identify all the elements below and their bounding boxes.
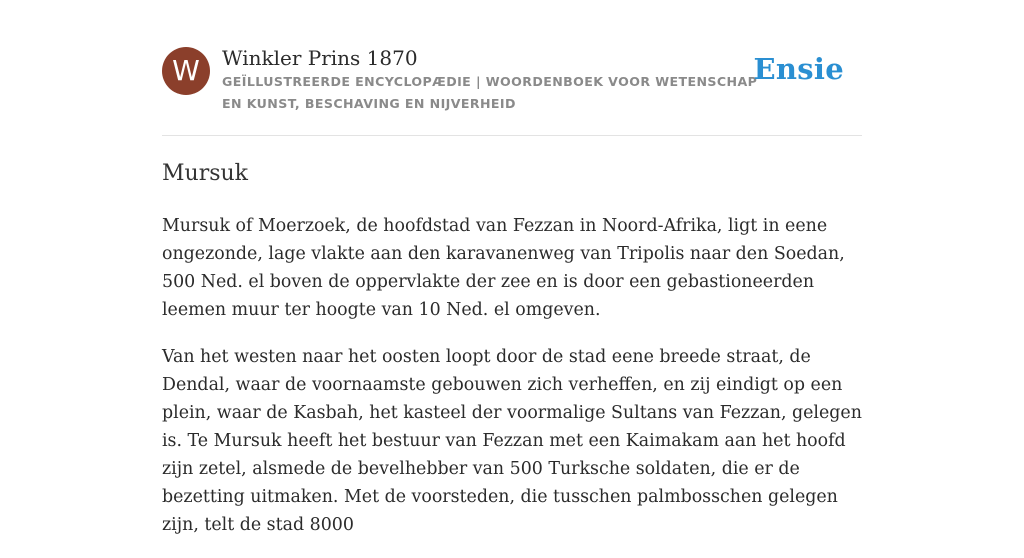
source-avatar[interactable]: W <box>162 47 210 95</box>
article-paragraph: Mursuk of Moerzoek, de hoofdstad van Fezzan in Noord-Afrika, ligt in eene ongezonde, lage vlakte aan den karavanenweg van Tripolis naar den Soedan, 500 Ned. el boven de oppervlakte der zee en is door een gebastioneerden leemen muur ter hoogte van 10 Ned. el omgeven. <box>162 216 845 320</box>
ensie-logo[interactable]: Ensie <box>753 52 844 86</box>
article-paragraph: Van het westen naar het oosten loopt door de stad eene breede straat, de Dendal, waar de voornaamste gebouwen zich verheffen, en zij eindigt op een plein, waar de Kasbah, het kasteel der voormalige Sultans van Fezzan, gelegen is. Te Mursuk heeft het bestuur van Fezzan met een Kaimakam aan het hoofd zijn zetel, alsmede de bevelhebber van 500 Turksche soldaten, die er de bezetting uitmaken. Met de voorsteden, die tusschen palmbosschen gelegen zijn, telt de stad 8000 <box>162 347 862 535</box>
article-body <box>162 212 868 558</box>
article-title: Mursuk <box>162 161 249 186</box>
source-subtitle: GEÏLLUSTREERDE ENCYCLOPÆDIE | WOORDENBOEK VOOR WETENSCHAP EN KUNST, BESCHAVING EN NIJVERHEID <box>222 74 758 111</box>
header-divider <box>162 135 862 136</box>
source-title[interactable]: Winkler Prins 1870 <box>222 46 418 70</box>
source-header <box>162 45 862 135</box>
